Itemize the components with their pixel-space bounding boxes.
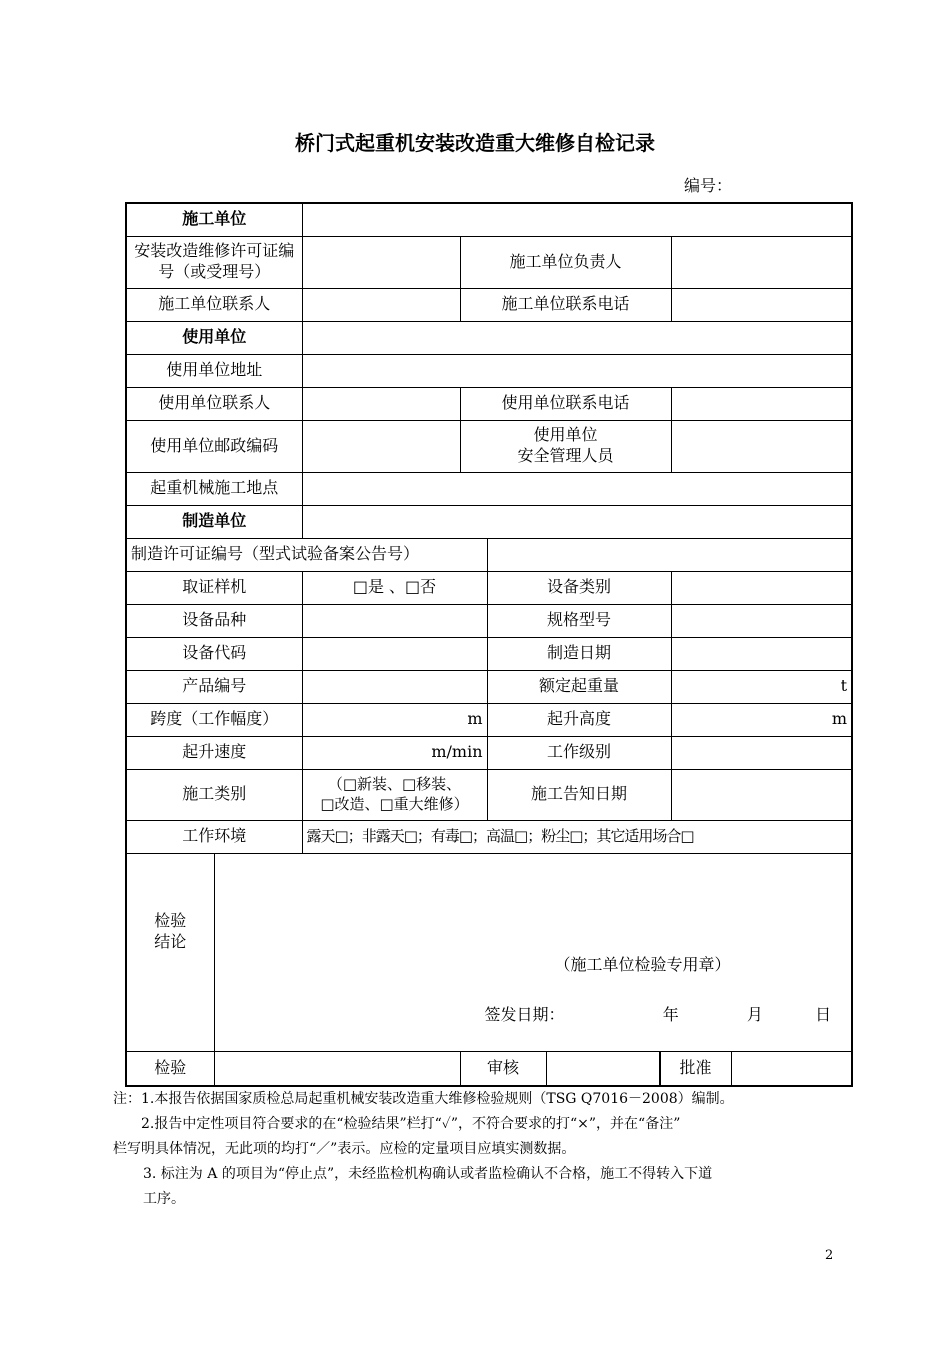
conclusion-area[interactable] bbox=[214, 853, 852, 1051]
construction-type-options[interactable] bbox=[302, 769, 487, 820]
day-label: 日 bbox=[815, 1005, 832, 1024]
construction-phone-label: 施工单位联系电话 bbox=[460, 288, 671, 321]
inspector-label: 检验 bbox=[126, 1051, 214, 1086]
equipment-code-label: 设备代码 bbox=[126, 637, 302, 670]
construction-unit-field[interactable] bbox=[302, 203, 852, 236]
user-postcode-label: 使用单位邮政编码 bbox=[126, 420, 302, 472]
construction-type-label: 施工类别 bbox=[126, 769, 302, 820]
user-unit-label: 使用单位 bbox=[126, 321, 302, 354]
equipment-category-label: 设备类别 bbox=[487, 571, 671, 604]
notes-section bbox=[113, 1087, 853, 1212]
permit-number-field[interactable] bbox=[302, 236, 460, 288]
work-class-label: 工作级别 bbox=[487, 736, 671, 769]
month-label: 月 bbox=[746, 1005, 763, 1024]
note-line-4: 3. 标注为 A 的项目为“停止点”，未经监检机构确认或者监检确认不合格，施工不得转入下道 bbox=[143, 1166, 713, 1182]
construction-unit-label: 施工单位 bbox=[126, 203, 302, 236]
manufacture-date-label: 制造日期 bbox=[487, 637, 671, 670]
equipment-code-field[interactable] bbox=[302, 637, 487, 670]
model-spec-label: 规格型号 bbox=[487, 604, 671, 637]
construction-site-field[interactable] bbox=[302, 472, 852, 505]
reviewer-label: 审核 bbox=[461, 1052, 547, 1085]
user-contact-field[interactable] bbox=[302, 387, 460, 420]
year-label: 年 bbox=[662, 1005, 679, 1024]
equipment-variety-label: 设备品种 bbox=[126, 604, 302, 637]
issue-date-line bbox=[485, 1005, 832, 1026]
work-class-field[interactable] bbox=[671, 736, 852, 769]
conclusion-label-line1: 检验 bbox=[154, 911, 187, 931]
product-number-label: 产品编号 bbox=[126, 670, 302, 703]
rated-load-label: 额定起重量 bbox=[487, 670, 671, 703]
span-label: 跨度（工作幅度） bbox=[126, 703, 302, 736]
work-environment-options[interactable]: 露天□；非露天□；有毒□；高温□；粉尘□；其它适用场合□ bbox=[302, 820, 852, 853]
manufacturer-field[interactable] bbox=[302, 505, 852, 538]
approver-label: 批准 bbox=[660, 1052, 732, 1085]
construction-leader-label: 施工单位负责人 bbox=[460, 236, 671, 288]
safety-manager-field[interactable] bbox=[671, 420, 852, 472]
conclusion-label bbox=[126, 853, 214, 1051]
sample-label: 取证样机 bbox=[126, 571, 302, 604]
lift-speed-label: 起升速度 bbox=[126, 736, 302, 769]
user-contact-label: 使用单位联系人 bbox=[126, 387, 302, 420]
conclusion-label-line2: 结论 bbox=[154, 932, 187, 951]
equipment-category-field[interactable] bbox=[671, 571, 852, 604]
rated-load-field[interactable]: t bbox=[671, 670, 852, 703]
user-address-label: 使用单位地址 bbox=[126, 354, 302, 387]
construction-site-label: 起重机械施工地点 bbox=[126, 472, 302, 505]
note-line-1: 注：1.本报告依据国家质检总局起重机械安装改造重大维修检验规则（TSG Q7016－2008）编制。 bbox=[113, 1091, 734, 1107]
user-unit-field[interactable] bbox=[302, 321, 852, 354]
span-field[interactable]: m bbox=[302, 703, 487, 736]
approver-signature-field[interactable] bbox=[732, 1052, 852, 1085]
issue-date-label: 签发日期： bbox=[484, 1005, 565, 1024]
document-title: 桥门式起重机安装改造重大维修自检记录 bbox=[295, 131, 655, 155]
notice-date-field[interactable] bbox=[671, 769, 852, 820]
note-line-3: 栏写明具体情况，无此项的均打“／”表示。应检的定量项目应填实测数据。 bbox=[113, 1141, 576, 1157]
note-line-5: 工序。 bbox=[143, 1191, 185, 1207]
manufacturing-permit-label: 制造许可证编号（型式试验备案公告号） bbox=[126, 538, 487, 571]
construction-contact-field[interactable] bbox=[302, 288, 460, 321]
manufacturer-label: 制造单位 bbox=[126, 505, 302, 538]
safety-manager-label-line1: 使用单位 bbox=[533, 425, 598, 445]
sample-checkbox-options[interactable]: □是 、□否 bbox=[302, 571, 487, 604]
model-spec-field[interactable] bbox=[671, 604, 852, 637]
construction-phone-field[interactable] bbox=[671, 288, 852, 321]
self-inspection-form bbox=[125, 202, 853, 1087]
permit-number-label: 安装改造维修许可证编号（或受理号） bbox=[126, 236, 302, 288]
notice-date-label: 施工告知日期 bbox=[487, 769, 671, 820]
work-environment-label: 工作环境 bbox=[126, 820, 302, 853]
note-line-2: 2.报告中定性项目符合要求的在“检验结果”栏打“✓”，不符合要求的打“×”，并在“备注” bbox=[141, 1116, 681, 1132]
user-postcode-field[interactable] bbox=[302, 420, 460, 472]
construction-type-options-line1: （□新装、□移装、 bbox=[327, 775, 462, 793]
lift-speed-field[interactable]: m/min bbox=[302, 736, 487, 769]
user-phone-label: 使用单位联系电话 bbox=[460, 387, 671, 420]
user-address-field[interactable] bbox=[302, 354, 852, 387]
construction-contact-label: 施工单位联系人 bbox=[126, 288, 302, 321]
document-number-label: 编号： bbox=[684, 176, 733, 195]
lift-height-label: 起升高度 bbox=[487, 703, 671, 736]
lift-height-field[interactable]: m bbox=[671, 703, 852, 736]
construction-leader-field[interactable] bbox=[671, 236, 852, 288]
product-number-field[interactable] bbox=[302, 670, 487, 703]
equipment-variety-field[interactable] bbox=[302, 604, 487, 637]
reviewer-signature-field[interactable] bbox=[547, 1052, 659, 1085]
user-phone-field[interactable] bbox=[671, 387, 852, 420]
stamp-note: （施工单位检验专用章） bbox=[554, 955, 731, 974]
construction-type-options-line2: □改造、□重大维修） bbox=[320, 794, 469, 813]
page-number: 2 bbox=[825, 1248, 834, 1263]
safety-manager-label-line2: 安全管理人员 bbox=[517, 446, 614, 465]
inspector-signature-field[interactable] bbox=[214, 1051, 460, 1086]
safety-manager-label bbox=[460, 420, 671, 472]
manufacturing-permit-field[interactable] bbox=[487, 538, 852, 571]
manufacture-date-field[interactable] bbox=[671, 637, 852, 670]
